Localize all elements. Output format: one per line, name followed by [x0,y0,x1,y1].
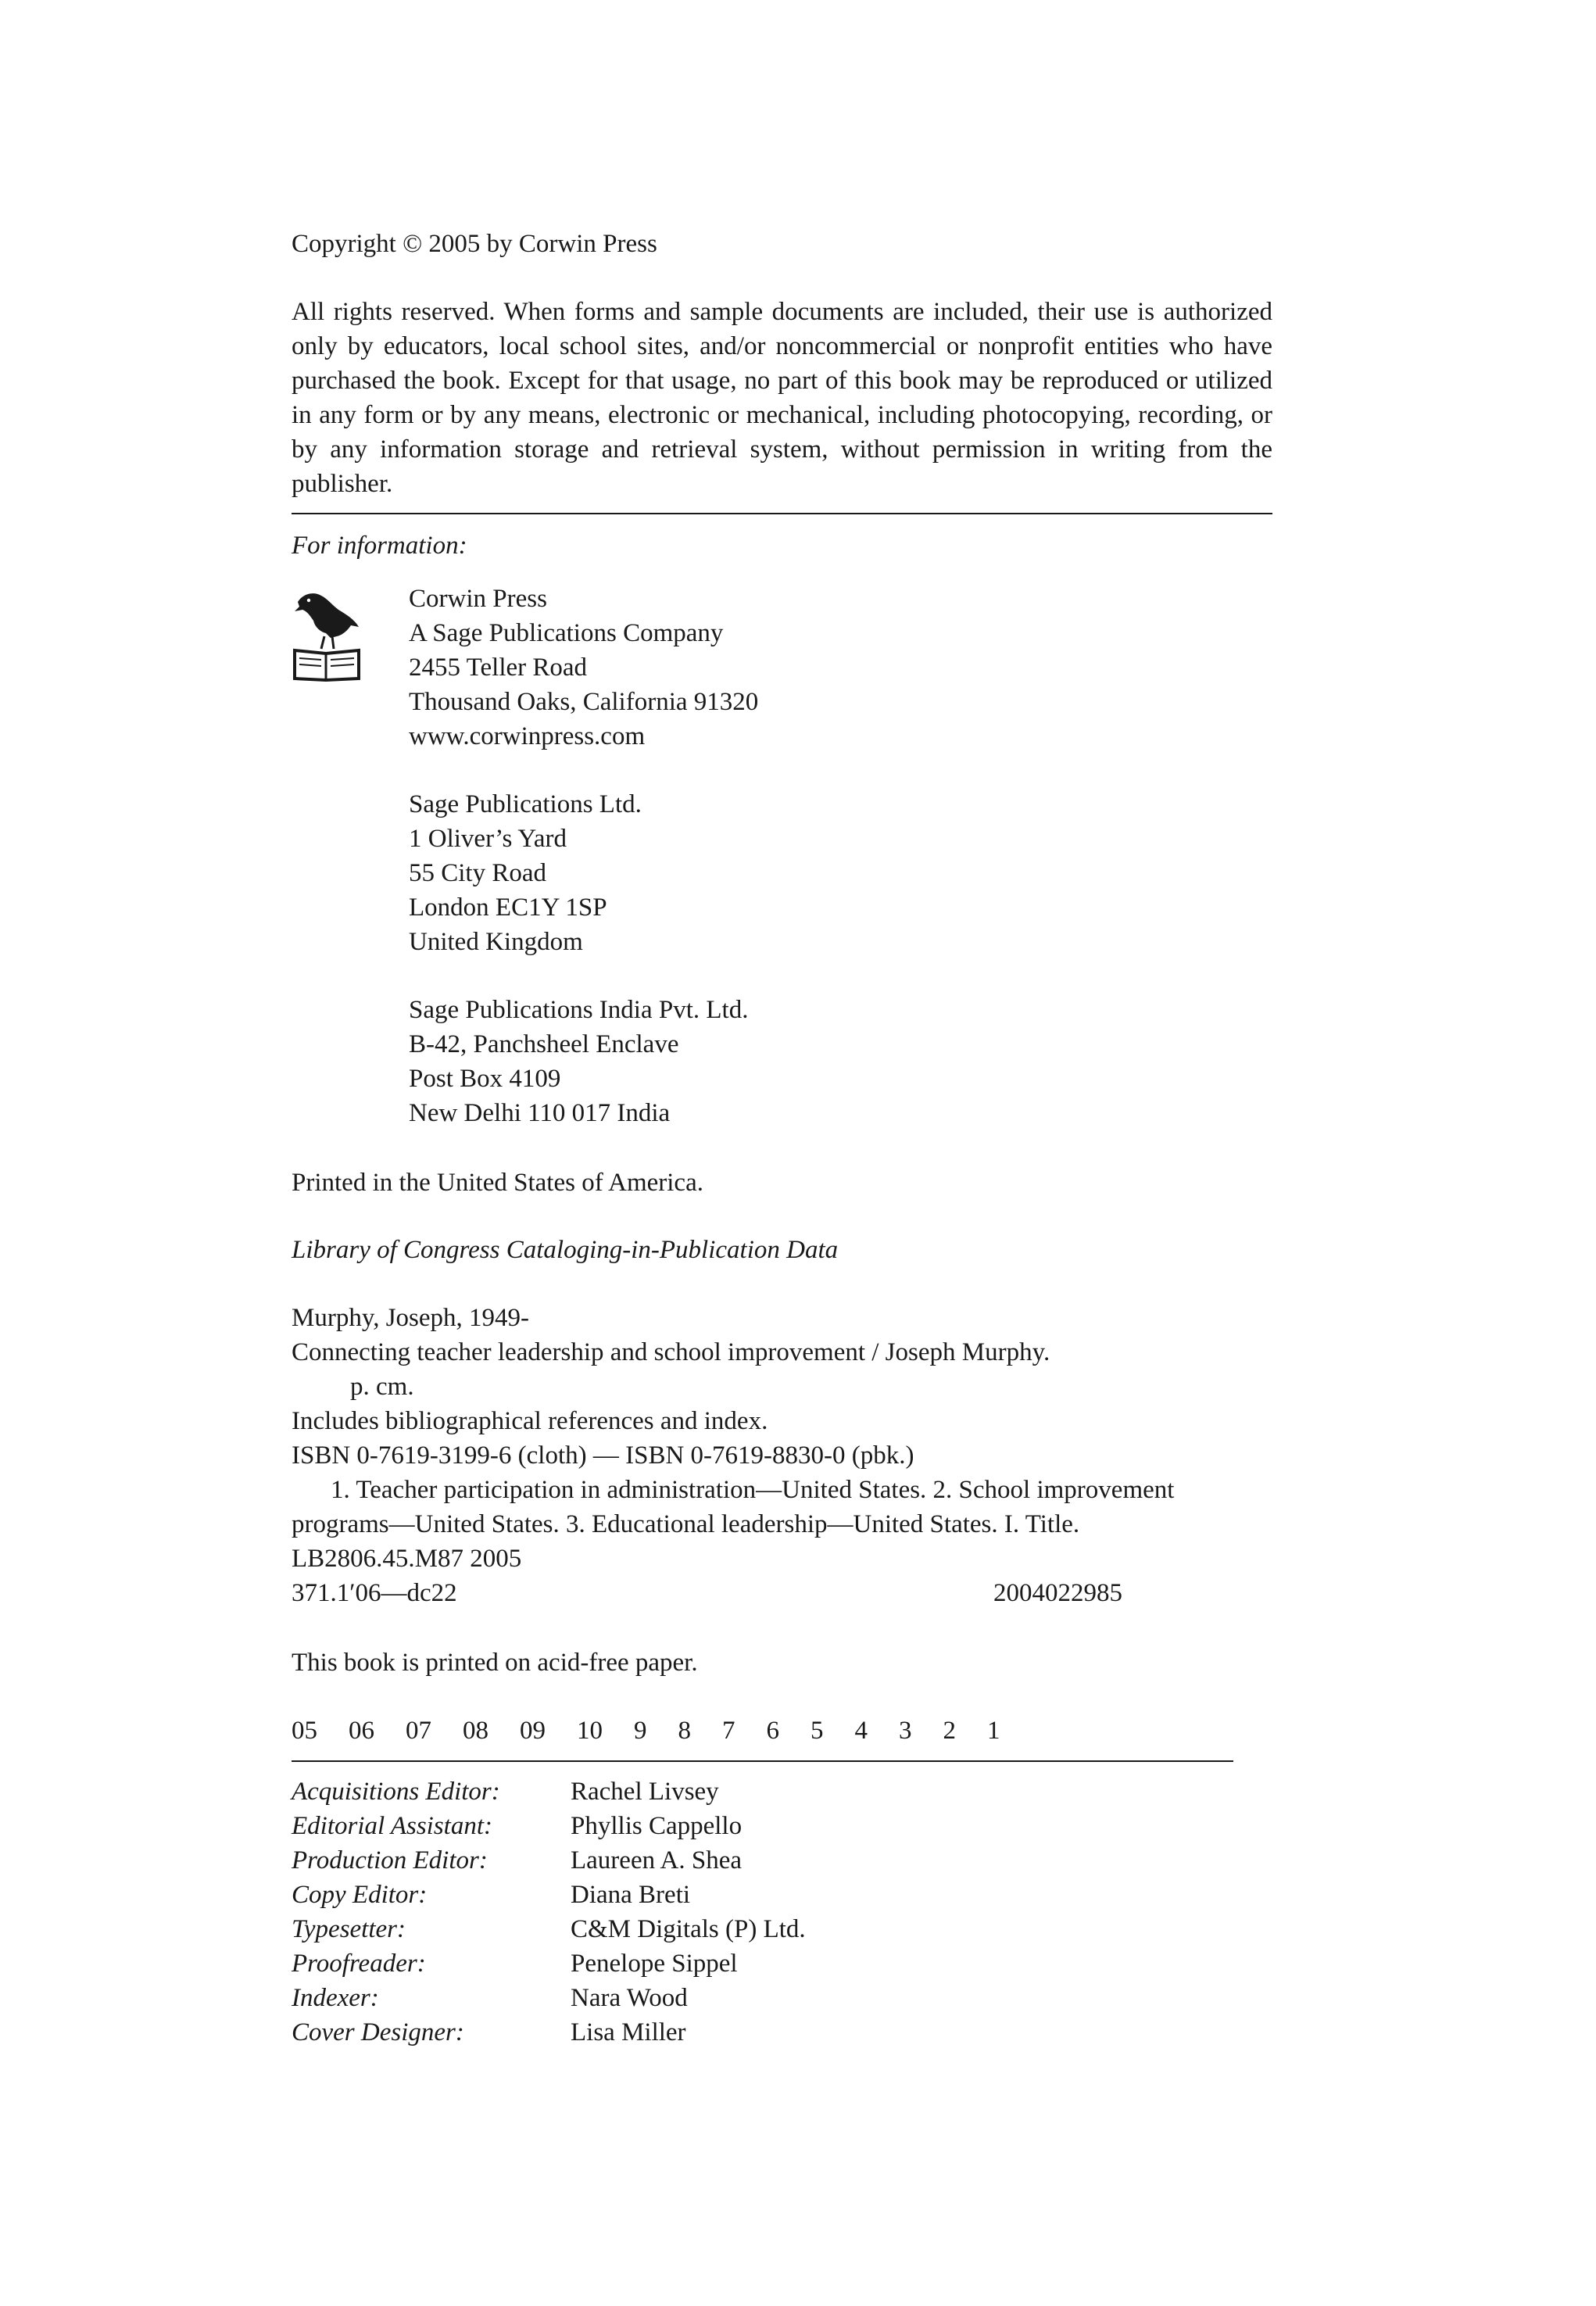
divider-bottom [292,1760,1233,1762]
address-line: Thousand Oaks, California 91320 [409,688,759,716]
credit-role: Acquisitions Editor: [292,1778,500,1806]
printing-number: 9 [634,1717,647,1745]
printing-number: 4 [854,1717,868,1745]
copyright-page [292,0,1272,2306]
printing-number: 2 [943,1717,956,1745]
cip-lc-number: LB2806.45.M87 2005 [292,1545,522,1573]
credit-role: Proofreader: [292,1950,426,1978]
credits-list [292,1774,806,2050]
uk-address [409,787,642,959]
loc-cip-heading: Library of Congress Cataloging-in-Publication Data [292,1236,839,1264]
address-line: Sage Publications India Pvt. Ltd. [409,996,749,1024]
rights-paragraph: All rights reserved. When forms and sample documents are included, their use is authorized only by educators, local school sites, and/or noncommercial or nonprofit entities who have purchased the book. Except for that usage, no part of this book may be reproduced or utilized in any form or by any means, electronic or mechanical, including photocopying, recording, or by any information storage and retrieval system, without permission in writing from the publisher. [292,298,1272,498]
credit-row [292,2015,806,2050]
credit-role: Typesetter: [292,1915,406,1943]
website-line: www.corwinpress.com [409,722,646,750]
printing-number: 10 [577,1717,603,1745]
credit-row [292,1774,806,1809]
credit-role: Production Editor: [292,1846,488,1875]
acid-free-note: This book is printed on acid-free paper. [292,1649,698,1677]
credit-role: Editorial Assistant: [292,1812,493,1840]
credit-name: C&M Digitals (P) Ltd. [571,1915,806,1943]
cip-lccn: 2004022985 [993,1579,1122,1607]
credit-name: Diana Breti [571,1881,691,1909]
printing-number: 08 [463,1717,488,1745]
credit-row [292,1809,806,1843]
printing-number: 06 [349,1717,374,1745]
cip-isbn: ISBN 0-7619-3199-6 (cloth) — ISBN 0-7619-8830-0 (pbk.) [292,1441,914,1470]
cip-subjects-line1: 1. Teacher participation in administration—United States. 2. School improvement [331,1476,1175,1504]
credit-row [292,1981,806,2015]
corwin-address [409,582,758,754]
credit-role: Copy Editor: [292,1881,428,1909]
credit-role: Indexer: [292,1984,379,2012]
address-line: London EC1Y 1SP [409,893,607,922]
address-line: 55 City Road [409,859,547,887]
cip-pcm: p. cm. [350,1373,414,1401]
credit-name: Penelope Sippel [571,1950,738,1978]
credit-role: Cover Designer: [292,2018,464,2046]
printed-in-line: Printed in the United States of America. [292,1169,703,1197]
address-line: United Kingdom [409,928,583,956]
cataloging-data [292,1301,1272,1610]
credit-row [292,1912,806,1946]
address-line: New Delhi 110 017 India [409,1099,671,1127]
credit-name: Lisa Miller [571,2018,686,2046]
credit-name: Phyllis Cappello [571,1812,743,1840]
address-line: 2455 Teller Road [409,653,588,682]
cip-author: Murphy, Joseph, 1949- [292,1304,530,1332]
printing-number: 09 [520,1717,546,1745]
printing-number: 07 [406,1717,431,1745]
india-address [409,993,748,1130]
credit-row [292,1946,806,1981]
printing-number: 05 [292,1717,317,1745]
address-line: Corwin Press [409,585,547,613]
printing-number: 6 [766,1717,779,1745]
credit-row [292,1843,806,1878]
printing-number: 3 [899,1717,912,1745]
divider-top [292,513,1272,514]
printing-number: 1 [987,1717,1000,1745]
address-line: Post Box 4109 [409,1065,561,1093]
address-line: B-42, Panchsheel Enclave [409,1030,679,1058]
printing-number-line [292,1713,1032,1748]
address-line: 1 Oliver’s Yard [409,825,567,853]
credit-name: Rachel Livsey [571,1778,719,1806]
credit-row [292,1878,806,1912]
cip-subjects-line2: programs—United States. 3. Educational leadership—United States. I. Title. [292,1510,1080,1538]
address-line: A Sage Publications Company [409,619,724,647]
credit-name: Laureen A. Shea [571,1846,742,1875]
crow-on-book-icon [292,588,362,682]
cip-dewey: 371.1′06—dc22 [292,1579,457,1607]
printing-number: 5 [811,1717,824,1745]
printing-number: 7 [722,1717,735,1745]
copyright-line: Copyright © 2005 by Corwin Press [292,230,657,258]
cip-bibliography: Includes bibliographical references and index. [292,1407,768,1435]
cip-title: Connecting teacher leadership and school improvement / Joseph Murphy. [292,1338,1050,1366]
cip-classification-row [292,1576,1151,1610]
address-line: Sage Publications Ltd. [409,790,642,818]
credit-name: Nara Wood [571,1984,688,2012]
printing-number: 8 [678,1717,691,1745]
for-information-label: For information: [292,532,467,560]
